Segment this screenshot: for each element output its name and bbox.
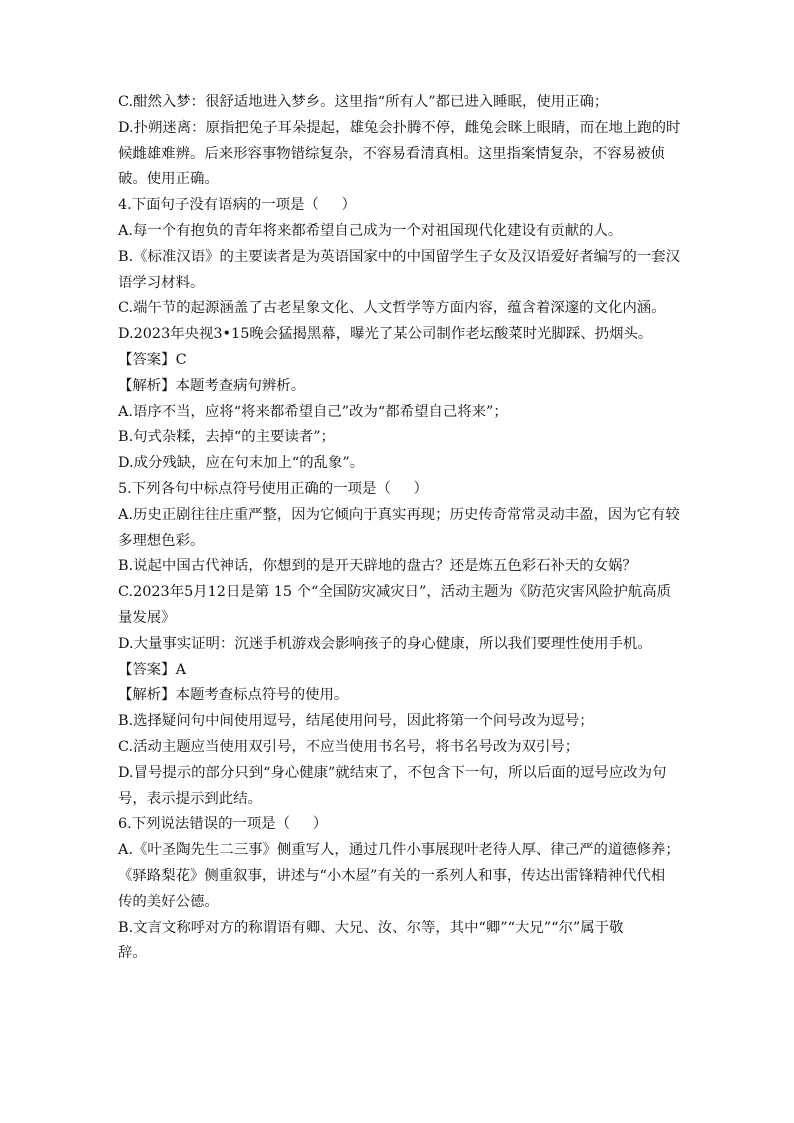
analysis-line: A.语序不当，应将“将来都希望自己”改为“都希望自己将来”； (118, 403, 508, 420)
text-line: 破。使用正确。 (118, 171, 219, 188)
question-heading: 5.下列各句中标点符号使用正确的一项是（ ） (118, 480, 429, 497)
analysis-line: D.冒号提示的部分只到“身心健康”就结束了，不包含下一句，所以后面的逗号应改为句 (118, 764, 667, 781)
option-line: B.文言文称呼对方的称谓语有卿、大兄、汝、尔等，其中“卿”“大兄”“尔”属于敬 (118, 919, 624, 936)
option-line: A.《叶圣陶先生二三事》侧重写人，通过几件小事展现叶老待人厚、律己严的道德修养； (118, 842, 680, 859)
option-line: C.端午节的起源涵盖了古老星象文化、人文哲学等方面内容，蕴含着深邃的文化内涵。 (118, 300, 666, 317)
option-line: A.每一个有抱负的青年将来都希望自己成为一个对祖国现代化建设有贡献的人。 (118, 222, 623, 239)
option-line: 《驿路梨花》侧重叙事，讲述与“小木屋”有关的一系列人和事，传达出雷锋精神代代相 (118, 867, 666, 884)
answer-line: 【答案】A (118, 661, 186, 678)
question-heading: 6.下列说法错误的一项是（ ） (118, 816, 328, 833)
analysis-line: 号，表示提示到此结。 (118, 790, 262, 807)
option-line: 多理想色彩。 (118, 532, 205, 549)
option-line: 语学习材料。 (118, 274, 205, 291)
option-line: D.2023年央视3•15晚会猛揭黑幕，曝光了某公司制作老坛酸菜时光脚踩、扔烟头。 (118, 326, 653, 343)
option-line: 传的美好公德。 (118, 893, 219, 910)
analysis-line: D.成分残缺，应在句末加上“的乱象”。 (118, 455, 365, 472)
option-line: B.《标准汉语》的主要读者是为英语国家中的中国留学生子女及汉语爱好者编写的一套汉 (118, 248, 680, 265)
question-heading: 4.下面句子没有语病的一项是（ ） (118, 197, 357, 214)
option-line: D.大量事实证明：沉迷手机游戏会影响孩子的身心健康，所以我们要理性使用手机。 (118, 635, 652, 652)
analysis-line: B.选择疑问句中间使用逗号，结尾使用问号，因此将第一个问号改为逗号； (118, 713, 594, 730)
option-line: 辞。 (118, 945, 147, 962)
analysis-line: 【解析】本题考查标点符号的使用。 (118, 687, 349, 704)
analysis-line: C.活动主题应当使用双引号，不应当使用书名号，将书名号改为双引号； (118, 738, 580, 755)
text-line: C.酣然入梦：很舒适地进入梦乡。这里指“所有人”都已进入睡眠，使用正确； (118, 94, 609, 110)
text-line: 候雌雄难辨。后来形容事物错综复杂，不容易看清真相。这里指案情复杂，不容易被侦 (118, 145, 665, 162)
analysis-line: 【解析】本题考查病句辨析。 (118, 377, 306, 394)
option-line: A.历史正剧往往庄重严整，因为它倾向于真实再现；历史传奇常常灵动丰盈，因为它有较 (118, 506, 680, 523)
option-line: C.2023年5月12日是第 15 个“全国防灾减灾日”，活动主题为《防范灾害风险护航高质 (118, 584, 672, 601)
document-page (118, 90, 681, 967)
text-line: D.扑朔迷离：原指把兔子耳朵提起，雄兔会扑腾不停，雌兔会眯上眼睛，而在地上跑的时 (118, 119, 681, 136)
option-line: 量发展》 (118, 609, 176, 626)
answer-line: 【答案】C (118, 351, 187, 368)
option-line: B.说起中国古代神话，你想到的是开天辟地的盘古？还是炼五色彩石补天的女娲？ (118, 558, 637, 575)
analysis-line: B.句式杂糅，去掉“的主要读者”； (118, 429, 335, 446)
